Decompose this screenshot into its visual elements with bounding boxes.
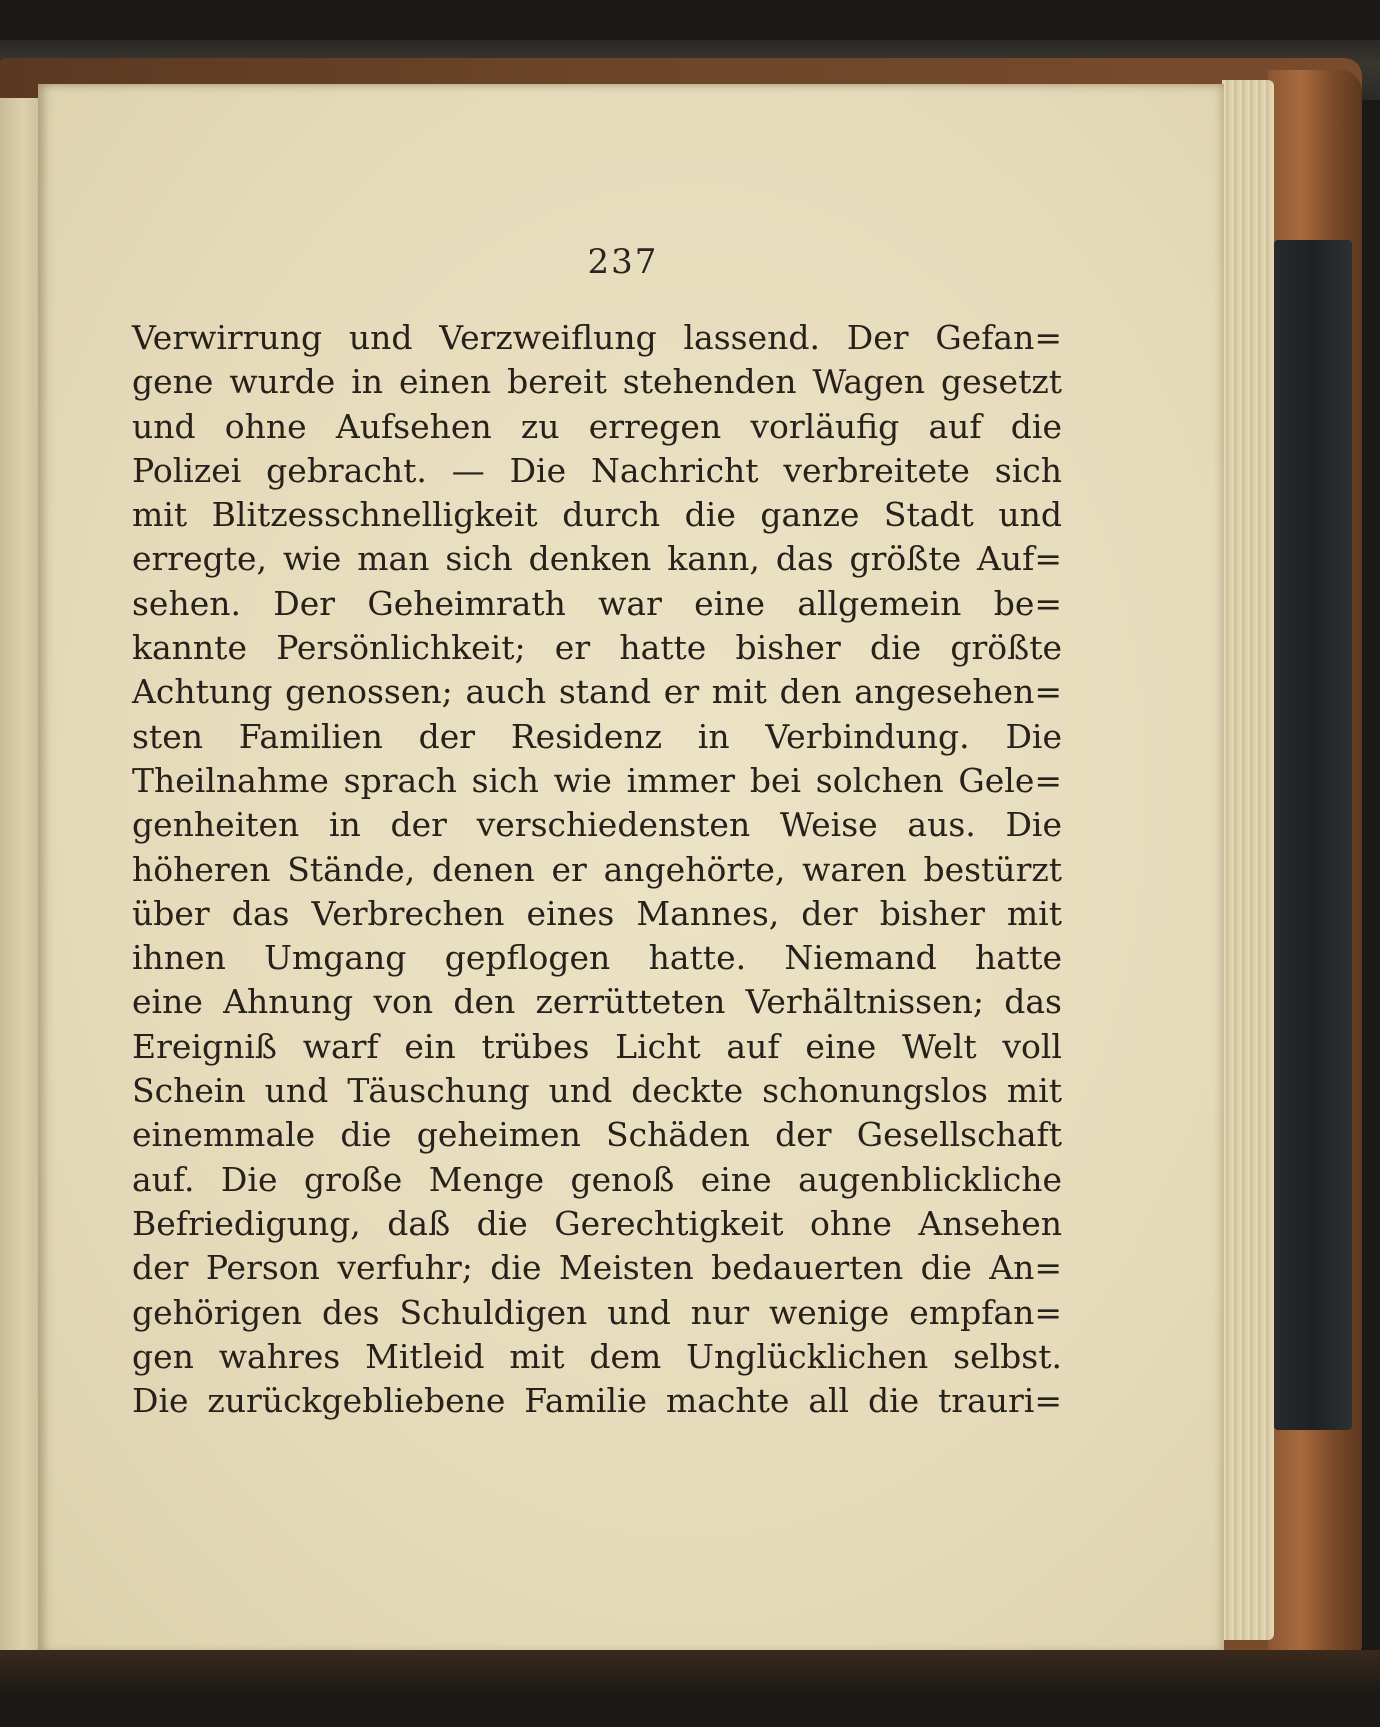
text-line: erregte, wie man sich denken kann, das größte Auf= [132, 539, 1062, 579]
background-board-bottom [0, 1650, 1380, 1727]
text-line: Befriedigung, daß die Gerechtigkeit ohne Ansehen [132, 1203, 1062, 1243]
text-line: Theilnahme sprach sich wie immer bei solchen Gele= [132, 760, 1062, 800]
text-line: Verwirrung und Verzweiflung lassend. Der Gefan= [132, 318, 1062, 357]
text-line: kannte Persönlichkeit; er hatte bisher die größte [132, 628, 1062, 668]
page-stack-edge [1222, 80, 1274, 1640]
text-line: gene wurde in einen bereit stehenden Wagen gesetzt [132, 362, 1062, 402]
text-line: sten Familien der Residenz in Verbindung. Die [132, 716, 1062, 756]
text-line: der Person verfuhr; die Meisten bedauerten die An= [132, 1248, 1062, 1288]
text-line: Achtung genossen; auch stand er mit den angesehen= [132, 672, 1062, 712]
spine-cloth [1274, 240, 1352, 1430]
text-line: gehörigen des Schuldigen und nur wenige empfan= [132, 1292, 1062, 1332]
text-line: mit Blitzesschnelligkeit durch die ganze Stadt und [132, 495, 1062, 535]
text-line: eine Ahnung von den zerrütteten Verhältnissen; das [132, 982, 1062, 1022]
text-line: gen wahres Mitleid mit dem Unglücklichen selbst. [132, 1336, 1062, 1376]
page-text [132, 316, 1062, 1423]
text-line: höheren Stände, denen er angehörte, waren bestürzt [132, 849, 1062, 889]
book-page [38, 84, 1224, 1654]
text-line: ihnen Umgang gepflogen hatte. Niemand hatte [132, 938, 1062, 978]
text-line: Polizei gebracht. — Die Nachricht verbreitete sich [132, 450, 1062, 490]
facing-page-edge [0, 98, 38, 1658]
text-line: Die zurückgebliebene Familie machte all die trauri= [132, 1381, 1062, 1421]
text-line: genheiten in der verschiedensten Weise aus. Die [132, 805, 1062, 845]
text-line: einemmale die geheimen Schäden der Gesellschaft [132, 1115, 1062, 1155]
page-number: 237 [587, 242, 659, 282]
text-line: auf. Die große Menge genoß eine augenblickliche [132, 1159, 1062, 1199]
text-line: Ereigniß warf ein trübes Licht auf eine Welt voll [132, 1026, 1062, 1066]
text-line: und ohne Aufsehen zu erregen vorläufig auf die [132, 406, 1062, 446]
text-line: sehen. Der Geheimrath war eine allgemein be= [132, 583, 1062, 623]
text-line: über das Verbrechen eines Mannes, der bisher mit [132, 893, 1062, 933]
text-line: Schein und Täuschung und deckte schonungslos mit [132, 1071, 1062, 1111]
